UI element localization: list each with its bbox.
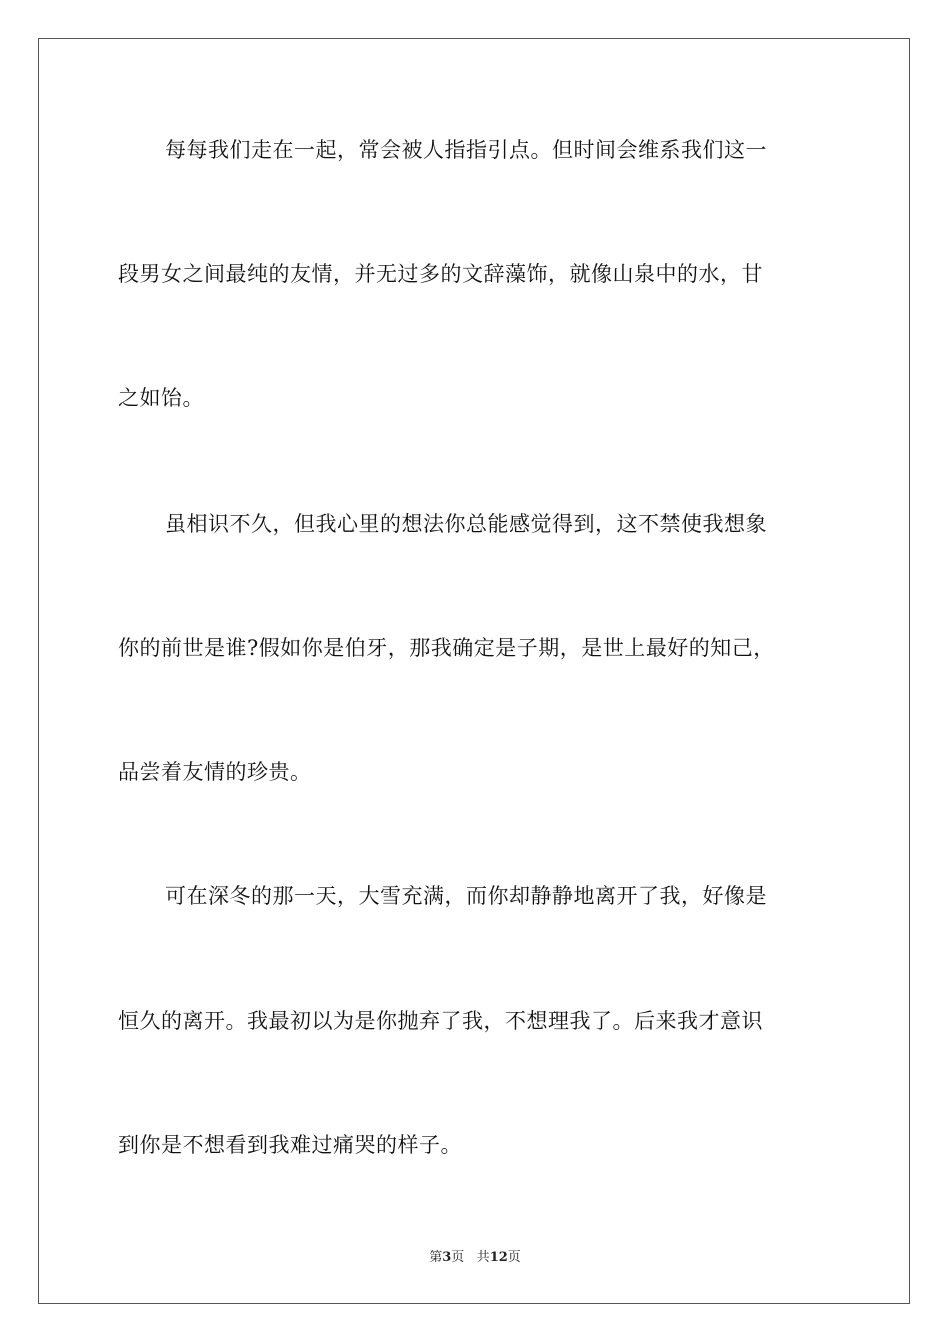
paragraph-3-line-2: 恒久的离开。我最初以为是你抛弃了我，不想理我了。后来我才意识 (118, 1009, 763, 1033)
footer-prefix: 第 (429, 1250, 443, 1265)
footer-total-prefix: 共 (476, 1250, 490, 1265)
page-border (38, 38, 910, 1304)
paragraph-1-line-3: 之如饴。 (118, 386, 204, 410)
footer-total-unit: 页 (507, 1250, 521, 1265)
paragraph-3-line-3: 到你是不想看到我难过痛哭的样子。 (118, 1133, 462, 1157)
page-footer (0, 1246, 950, 1265)
paragraph-1-line-2: 段男女之间最纯的友情，并无过多的文辞藻饰，就像山泉中的水，甘 (118, 262, 763, 286)
paragraph-1-line-1: 每每我们走在一起，常会被人指指引点。但时间会维系我们这一 (165, 138, 767, 162)
paragraph-2-line-1: 虽相识不久，但我心里的想法你总能感觉得到，这不禁使我想象 (165, 512, 767, 536)
footer-total-pages: 12 (489, 1250, 508, 1265)
footer-current-page: 3 (442, 1250, 452, 1265)
paragraph-3-line-1: 可在深冬的那一天，大雪充满，而你却静静地离开了我，好像是 (165, 884, 767, 908)
paragraph-2-line-2: 你的前世是谁?假如你是伯牙，那我确定是子期，是世上最好的知己， (118, 636, 775, 660)
paragraph-2-line-3: 品尝着友情的珍贵。 (118, 760, 312, 784)
footer-page-unit: 页 (451, 1250, 465, 1265)
